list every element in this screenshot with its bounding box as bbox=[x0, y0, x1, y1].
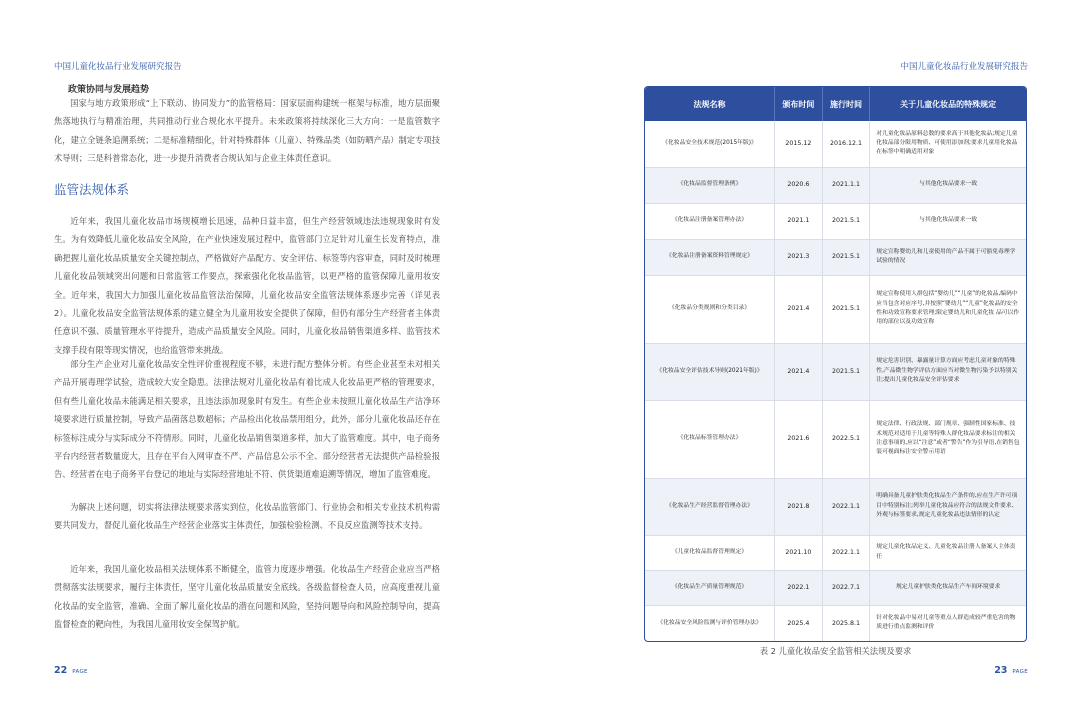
page-label: PAGE bbox=[1012, 669, 1028, 675]
issued-date-cell: 2021.3 bbox=[775, 239, 823, 275]
body-paragraph-4: 近年来，我国儿童化妆品相关法规体系不断健全，监管力度逐步增强。化妆品生产经营企业应当严格贯彻落实法规要求，履行主体责任，坚守儿童化妆品质量安全底线。各级监督检查人员，应高度重视儿童化妆品的安全监管，准确、全面了解儿童化妆品的潜在问题和风险，坚持问题导向和风险控制导向，提高监督检查的靶向性，为我国儿童用妆安全保驾护航。 bbox=[54, 564, 440, 630]
special-provision-cell: 与其他化妆品要求一致 bbox=[870, 203, 1026, 239]
effective-date-cell: 2021.5.1 bbox=[822, 275, 870, 343]
table-row bbox=[645, 478, 1026, 535]
effective-date-cell: 2022.1.1 bbox=[822, 535, 870, 570]
table-caption: 表 2 儿童化妆品安全监管相关法规及要求 bbox=[759, 646, 912, 656]
issued-date-cell: 2020.6 bbox=[775, 167, 823, 203]
table-row bbox=[645, 167, 1026, 203]
table-row bbox=[645, 535, 1026, 570]
table-header-row bbox=[645, 87, 1026, 121]
regulation-name-cell: 《化妆品分类规则和分类目录》 bbox=[645, 275, 775, 343]
issued-date-cell: 2021.4 bbox=[775, 343, 823, 400]
effective-date-cell: 2021.5.1 bbox=[822, 239, 870, 275]
page-label: PAGE bbox=[72, 669, 88, 675]
intro-paragraph: 国家与地方政策形成“上下联动、协同发力”的监管格局：国家层面构建统一框架与标准，地方层面聚焦落地执行与精准治理，共同推动行业合规化水平提升。未来政策将持续深化三大方向：一是监管数字化，建立全链条追溯系统；二是标准精细化，针对特殊群体（儿童）、特殊品类（如防晒产品）制定专项技术导则；三是科普常态化，进一步提升消费者合规认知与企业主体责任意识。 bbox=[54, 98, 440, 164]
page-number-left bbox=[54, 665, 88, 676]
section-title: 监管法规体系 bbox=[54, 182, 130, 197]
special-provision-cell: 与其他化妆品要求一致 bbox=[870, 167, 1026, 203]
issued-date-cell: 2021.6 bbox=[775, 400, 823, 478]
regulation-name-cell: 《化妆品注册备案管理办法》 bbox=[645, 203, 775, 239]
special-provision-cell: 规定儿童化妆品定义、儿童化妆品注册人备案人主体责任 bbox=[870, 535, 1026, 570]
table-row bbox=[645, 570, 1026, 605]
regulation-name-cell: 《化妆品安全风险监测与评价管理办法》 bbox=[645, 605, 775, 641]
special-provision-cell: 规定儿童护肤类化妆品生产车间环境要求 bbox=[870, 570, 1026, 605]
effective-date-cell: 2021.5.1 bbox=[822, 343, 870, 400]
table-row bbox=[645, 400, 1026, 478]
special-provision-cell: 明确具备儿童护肤类化妆品生产条件的,应在生产许可项目中特别标注;列举儿童化妆品应符合的法规文件要求、外观与标签要求,规定儿童化妆品违法情形的认定 bbox=[870, 478, 1026, 535]
issued-date-cell: 2021.8 bbox=[775, 478, 823, 535]
body-paragraph-3: 为解决上述问题，切实将法律法规要求落实到位，化妆品监管部门、行业协会和相关专业技术机构需要共同发力，督促儿童化妆品生产经营企业落实主体责任，加强检验检测、不良反应监测等技术支持。 bbox=[54, 502, 440, 531]
table-row bbox=[645, 239, 1026, 275]
policy-subheading: 政策协同与发展趋势 bbox=[68, 85, 150, 95]
issued-date-cell: 2021.10 bbox=[775, 535, 823, 570]
regulation-name-cell: 《儿童化妆品监督管理规定》 bbox=[645, 535, 775, 570]
header-issued-date: 颁布时间 bbox=[775, 87, 823, 121]
effective-date-cell: 2025.8.1 bbox=[822, 605, 870, 641]
running-header-left: 中国儿童化妆品行业发展研究报告 bbox=[54, 62, 182, 72]
table-row bbox=[645, 203, 1026, 239]
body-paragraph-2: 部分生产企业对儿童化妆品安全性评价重视程度不够，未进行配方整体分析。有些企业甚至未对相关产品开展毒理学试验，造成较大安全隐患。法律法规对儿童化妆品有着比成人化妆品更严格的管理要求，但有些儿童化妆品未能满足相关要求，且违法添加现象时有发生。有些企业未按照儿童化妆品生产洁净环境要求进行质量控制，导致产品菌落总数超标；产品检出化妆品禁用组分，此外，部分儿童化妆品还存在标签标注成分与实际成分不符情形。同时，儿童化妆品销售渠道多样，加大了监管难度。其中，电子商务平台内经营者数量庞大，且存在平台入网审查不严、产品信息公示不全、部分经营者无法提供产品检验报告、经营者在电子商务平台登记的地址与实际经营地址不符、供货渠道难追溯等情况，增加了监管难度。 bbox=[54, 359, 440, 480]
special-provision-cell: 对儿童化妆品原料总数的要求高于其他化妆品;规定儿童化妆品部分限用物质、可使用添加剂;要求儿童用化妆品在标签中明确适用对象 bbox=[870, 121, 1026, 167]
issued-date-cell: 2025.4 bbox=[775, 605, 823, 641]
header-special-provisions: 关于儿童化妆品的特殊规定 bbox=[870, 87, 1026, 121]
page-number-value: 22 bbox=[54, 665, 68, 676]
issued-date-cell: 2021.4 bbox=[775, 275, 823, 343]
table-row bbox=[645, 121, 1026, 167]
effective-date-cell: 2022.1.1 bbox=[822, 478, 870, 535]
regulations-table bbox=[644, 86, 1027, 642]
regulation-name-cell: 《化妆品生产质量管理规范》 bbox=[645, 570, 775, 605]
special-provision-cell: 规定宣称使用人群包括“婴幼儿”“儿童”的化妆品,编码中应当包含对应序号,并按照“婴幼儿”“儿童”化妆品的安全性和功效宣称要求管理;限定婴幼儿和儿童化妆 品可以作用的部位以及功效宣称 bbox=[870, 275, 1026, 343]
table-row bbox=[645, 343, 1026, 400]
header-effective-date: 施行时间 bbox=[822, 87, 870, 121]
table-row bbox=[645, 275, 1026, 343]
issued-date-cell: 2015.12 bbox=[775, 121, 823, 167]
special-provision-cell: 规定宣称婴幼儿和儿童使用的产品不属于可豁免毒理学试验的情况 bbox=[870, 239, 1026, 275]
page-number-value: 23 bbox=[994, 665, 1008, 676]
right-page bbox=[540, 0, 1080, 725]
special-provision-cell: 针对化妆品中易对儿童等重点人群造成较严重危害的物质进行重点监测和评价 bbox=[876, 614, 1016, 631]
regulation-name-cell: 《化妆品标签管理办法》 bbox=[645, 400, 775, 478]
regulation-name-cell: 《化妆品监督管理条例》 bbox=[645, 167, 775, 203]
running-header-right: 中国儿童化妆品行业发展研究报告 bbox=[900, 62, 1028, 72]
regulation-name-cell: 《化妆品安全评估技术导则(2021年版)》 bbox=[645, 343, 775, 400]
regulation-name-cell: 《化妆品生产经营监督管理办法》 bbox=[645, 478, 775, 535]
body-paragraph-1: 近年来，我国儿童化妆品市场规模增长迅速，品种日益丰富，但生产经营领域违法违规现象时有发生。为有效降低儿童化妆品安全风险，在产业快速发展过程中，监管部门立足针对儿童生长发育特点，准确把握儿童化妆品质量安全关键控制点，严格做好产品配方、安全评估、标签等内容审查，同时及时梳理儿童化妆品领域突出问题和日常监管工作要点，探索强化化妆品监管，以更严格的监管保障儿童用妆安全。近年来，我国大力加强儿童化妆品监管法治保障，儿童化妆品安全监管法规体系逐步完善（详见表 2）。儿童化妆品安全监管法规体系的建立健全为儿童用妆安全提供了保障，但仍有部分生产经营者主体责任意识不强、质量管理水平待提升，造成产品质量安全风险。同时，儿童化妆品销售渠道多样、监管技术支撑手段有限等现实情况，也给监管带来挑战。 bbox=[54, 216, 440, 355]
effective-date-cell: 2022.5.1 bbox=[822, 400, 870, 478]
effective-date-cell: 2022.7.1 bbox=[822, 570, 870, 605]
effective-date-cell: 2021.5.1 bbox=[822, 203, 870, 239]
table-row bbox=[645, 605, 1026, 641]
special-provision-cell: 规定危害识别、暴露量计算方面应考虑儿童对象的特殊性,产品微生物学评估方面应当对微生物污染予以特别关注;提出儿童化妆品安全评估要求 bbox=[870, 343, 1026, 400]
issued-date-cell: 2021.1 bbox=[775, 203, 823, 239]
issued-date-cell: 2022.1 bbox=[775, 570, 823, 605]
effective-date-cell: 2016.12.1 bbox=[822, 121, 870, 167]
regulation-name-cell: 《化妆品注册备案资料管理规定》 bbox=[645, 239, 775, 275]
header-regulation-name: 法规名称 bbox=[645, 87, 775, 121]
table-body bbox=[645, 121, 1026, 641]
regulation-name-cell: 《化妆品安全技术规范(2015年版)》 bbox=[645, 121, 775, 167]
special-provision-cell: 规定法律、行政法规、部门规章、强制性国家标准、技术规范对适用于儿童等特殊人群化妆品要求标注的相关注意事项的,应以“注意”或者“警告”作为引导语,在销售包装可视面标注安全警示用语 bbox=[870, 400, 1026, 478]
effective-date-cell: 2021.1.1 bbox=[822, 167, 870, 203]
page-number-right bbox=[994, 665, 1028, 676]
